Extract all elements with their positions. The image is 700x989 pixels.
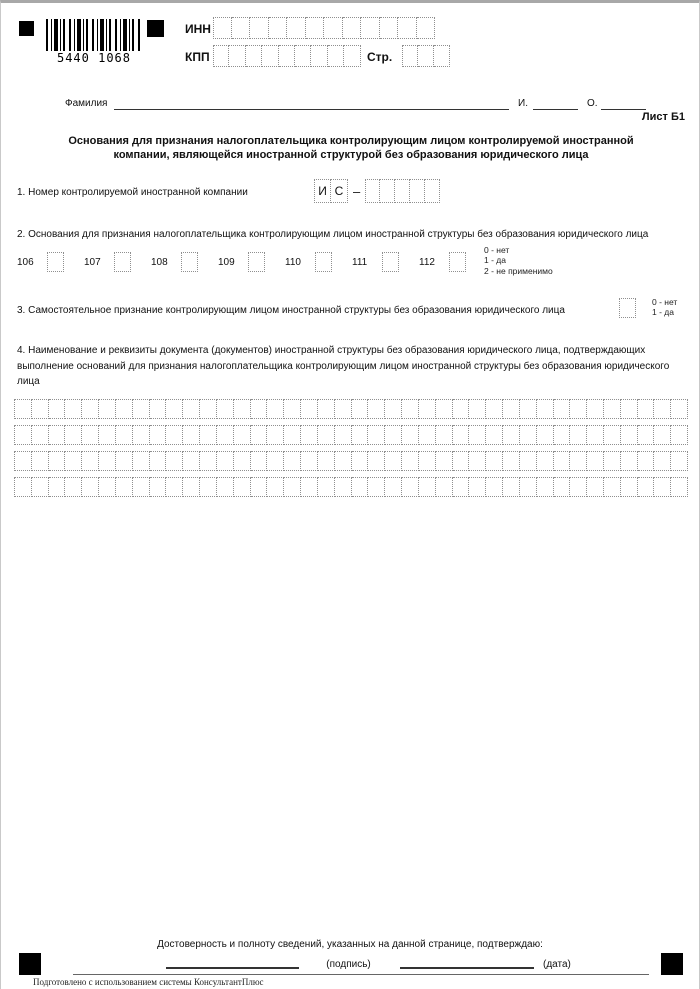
corner-mark-top-left xyxy=(19,21,34,36)
input-cell[interactable] xyxy=(503,477,520,497)
input-cell[interactable] xyxy=(32,477,49,497)
input-cell[interactable] xyxy=(570,477,587,497)
input-cell[interactable] xyxy=(587,425,604,445)
input-cell[interactable] xyxy=(200,451,217,471)
first-initial-label: И. xyxy=(518,98,528,109)
form-title xyxy=(31,134,671,162)
cfc-number-dash: – xyxy=(353,183,361,199)
input-cell[interactable] xyxy=(335,425,352,445)
input-cell[interactable] xyxy=(402,45,418,67)
input-cell[interactable] xyxy=(49,399,66,419)
field-110 xyxy=(285,252,352,272)
input-cell[interactable] xyxy=(318,451,335,471)
input-cell[interactable] xyxy=(166,477,183,497)
input-cell[interactable] xyxy=(380,17,399,39)
input-cell[interactable] xyxy=(301,425,318,445)
input-cell[interactable] xyxy=(453,477,470,497)
input-cell[interactable] xyxy=(503,399,520,419)
sheet-label: Лист Б1 xyxy=(641,111,685,123)
input-cell[interactable] xyxy=(537,477,554,497)
input-cell[interactable] xyxy=(570,399,587,419)
form-title-line1: Основания для признания налогоплательщика контролирующим лицом контролируемой иностранной xyxy=(68,135,634,147)
section3-legend-0: 0 - нет xyxy=(652,297,678,307)
input-cell[interactable] xyxy=(267,399,284,419)
input-cell[interactable] xyxy=(385,451,402,471)
input-cell[interactable] xyxy=(382,252,399,272)
input-cell[interactable] xyxy=(469,451,486,471)
input-cell[interactable] xyxy=(402,425,419,445)
input-cell[interactable] xyxy=(671,425,688,445)
input-cell[interactable] xyxy=(284,451,301,471)
input-cell[interactable] xyxy=(213,45,229,67)
producer-note: Подготовлено с использованием системы КонсультантПлюс xyxy=(33,977,264,987)
input-cell[interactable] xyxy=(181,252,198,272)
corner-mark-top-second xyxy=(147,20,164,37)
kpp-label: КПП xyxy=(185,50,210,64)
input-cell[interactable] xyxy=(150,477,167,497)
input-cell[interactable] xyxy=(671,477,688,497)
input-cell[interactable] xyxy=(402,451,419,471)
input-cell[interactable] xyxy=(262,45,278,67)
input-cell[interactable] xyxy=(150,451,167,471)
input-cell[interactable] xyxy=(654,399,671,419)
input-cell[interactable] xyxy=(385,399,402,419)
input-cell[interactable] xyxy=(352,425,369,445)
section2-fields-row xyxy=(17,249,486,275)
input-cell[interactable] xyxy=(621,399,638,419)
field-112-number: 112 xyxy=(419,256,435,268)
input-cell[interactable] xyxy=(410,179,425,203)
input-cell[interactable] xyxy=(671,451,688,471)
input-cell[interactable] xyxy=(306,17,325,39)
input-cell[interactable] xyxy=(301,477,318,497)
page-number-label: Стр. xyxy=(367,50,393,64)
input-cell[interactable] xyxy=(344,45,360,67)
input-cell[interactable] xyxy=(14,451,32,471)
input-cell[interactable] xyxy=(385,477,402,497)
surname-line[interactable] xyxy=(114,98,509,110)
input-cell[interactable] xyxy=(671,399,688,419)
input-cell[interactable] xyxy=(99,399,116,419)
input-cell[interactable] xyxy=(436,399,453,419)
input-cell[interactable] xyxy=(520,399,537,419)
input-cell[interactable] xyxy=(368,477,385,497)
input-cell[interactable] xyxy=(248,252,265,272)
signature-line[interactable] xyxy=(166,955,299,969)
page-number-field[interactable] xyxy=(402,45,450,67)
input-cell[interactable] xyxy=(587,399,604,419)
input-cell[interactable] xyxy=(335,451,352,471)
input-cell[interactable] xyxy=(287,17,306,39)
input-cell[interactable] xyxy=(295,45,311,67)
input-cell[interactable] xyxy=(453,399,470,419)
input-cell[interactable] xyxy=(234,399,251,419)
input-cell[interactable] xyxy=(267,451,284,471)
input-cell[interactable] xyxy=(284,477,301,497)
input-cell[interactable] xyxy=(335,399,352,419)
input-cell[interactable] xyxy=(183,425,200,445)
input-cell[interactable] xyxy=(82,425,99,445)
input-cell[interactable] xyxy=(352,399,369,419)
input-cell[interactable] xyxy=(398,17,417,39)
input-cell[interactable] xyxy=(217,399,234,419)
input-cell[interactable] xyxy=(654,477,671,497)
field-109 xyxy=(218,252,285,272)
input-cell[interactable] xyxy=(14,477,32,497)
input-cell[interactable] xyxy=(638,425,655,445)
input-cell[interactable] xyxy=(133,399,150,419)
input-cell[interactable] xyxy=(133,477,150,497)
input-cell[interactable] xyxy=(621,425,638,445)
input-cell[interactable] xyxy=(32,425,49,445)
input-cell[interactable] xyxy=(604,477,621,497)
input-cell[interactable] xyxy=(520,451,537,471)
input-cell[interactable] xyxy=(65,451,82,471)
input-cell[interactable] xyxy=(335,477,352,497)
input-cell[interactable] xyxy=(65,477,82,497)
cfc-number-field[interactable] xyxy=(314,179,440,203)
input-cell[interactable] xyxy=(279,45,295,67)
input-cell[interactable] xyxy=(417,17,436,39)
input-cell[interactable] xyxy=(99,425,116,445)
field-108-cell[interactable] xyxy=(181,252,198,272)
field-111-cell[interactable] xyxy=(382,252,399,272)
input-cell[interactable] xyxy=(200,425,217,445)
section1-label: 1. Номер контролируемой иностранной компании xyxy=(17,187,248,198)
input-cell[interactable] xyxy=(183,477,200,497)
input-cell[interactable] xyxy=(621,451,638,471)
section3-label: 3. Самостоятельное признание контролирующим лицом иностранной структуры без образования юридического лица xyxy=(17,305,565,316)
input-cell[interactable] xyxy=(554,399,571,419)
input-cell[interactable] xyxy=(116,399,133,419)
field-110-number: 110 xyxy=(285,256,301,268)
input-cell[interactable] xyxy=(200,399,217,419)
input-cell[interactable] xyxy=(436,451,453,471)
signature-caption: (подпись) xyxy=(326,959,371,970)
input-cell[interactable] xyxy=(419,425,436,445)
input-cell[interactable] xyxy=(328,45,344,67)
input-cell[interactable] xyxy=(368,451,385,471)
input-cell[interactable] xyxy=(621,477,638,497)
input-cell[interactable] xyxy=(436,477,453,497)
input-cell[interactable] xyxy=(229,45,245,67)
input-cell[interactable] xyxy=(368,399,385,419)
date-caption: (дата) xyxy=(543,959,571,970)
input-cell[interactable] xyxy=(49,425,66,445)
input-cell[interactable] xyxy=(318,399,335,419)
input-cell[interactable] xyxy=(570,451,587,471)
grid-row[interactable] xyxy=(14,425,688,445)
input-cell[interactable] xyxy=(537,451,554,471)
input-cell[interactable] xyxy=(82,477,99,497)
input-cell[interactable] xyxy=(234,425,251,445)
input-cell[interactable] xyxy=(554,451,571,471)
input-cell[interactable] xyxy=(200,477,217,497)
input-cell[interactable] xyxy=(49,477,66,497)
grid-row[interactable] xyxy=(14,399,688,419)
input-cell[interactable] xyxy=(267,477,284,497)
input-cell[interactable] xyxy=(503,425,520,445)
input-cell[interactable] xyxy=(604,399,621,419)
input-cell[interactable] xyxy=(65,425,82,445)
corner-mark-bottom-left xyxy=(19,953,41,975)
form-title-line2: компании, являющейся иностранной структурой без образования юридического лица xyxy=(113,149,589,161)
input-cell[interactable] xyxy=(638,399,655,419)
input-cell[interactable] xyxy=(14,399,32,419)
field-111 xyxy=(352,252,419,272)
grid-row[interactable] xyxy=(14,477,688,497)
input-cell[interactable] xyxy=(301,399,318,419)
section4-label: 4. Наименование и реквизиты документа (документов) иностранной структуры без образования юридического лица, подтверждающих выполнение оснований для признания налогоплательщика контролирующим лицом иностранной структуры без образования юридического лица xyxy=(17,345,670,387)
input-cell[interactable] xyxy=(554,477,571,497)
input-cell[interactable] xyxy=(343,17,362,39)
confirmation-text: Достоверность и полноту сведений, указанных на данной странице, подтверждаю: xyxy=(157,939,543,950)
input-cell[interactable] xyxy=(14,425,32,445)
input-cell[interactable] xyxy=(418,45,434,67)
input-cell[interactable] xyxy=(116,451,133,471)
input-cell[interactable] xyxy=(570,425,587,445)
input-cell[interactable] xyxy=(486,399,503,419)
input-cell[interactable] xyxy=(554,425,571,445)
section2-label: 2. Основания для признания налогоплательщика контролирующим лицом иностранной структуры без образования юридического лица xyxy=(17,229,649,240)
input-cell[interactable] xyxy=(251,477,268,497)
date-line[interactable] xyxy=(400,955,534,969)
input-cell[interactable] xyxy=(419,451,436,471)
input-cell[interactable] xyxy=(133,451,150,471)
input-cell[interactable] xyxy=(133,425,150,445)
middle-initial-label: О. xyxy=(587,98,598,109)
field-111-number: 111 xyxy=(352,256,368,268)
input-cell[interactable] xyxy=(183,399,200,419)
input-cell[interactable] xyxy=(251,425,268,445)
input-cell[interactable] xyxy=(361,17,380,39)
first-initial-line[interactable] xyxy=(533,98,578,110)
input-cell[interactable] xyxy=(486,425,503,445)
cfc-number-cells[interactable] xyxy=(365,179,440,203)
input-cell[interactable] xyxy=(520,477,537,497)
input-cell[interactable] xyxy=(116,425,133,445)
field-109-number: 109 xyxy=(218,256,235,268)
input-cell[interactable] xyxy=(469,399,486,419)
grid-row[interactable] xyxy=(14,451,688,471)
input-cell[interactable] xyxy=(324,17,343,39)
section3-cell[interactable] xyxy=(619,298,636,318)
section2-legend xyxy=(484,245,553,276)
input-cell[interactable] xyxy=(250,17,269,39)
input-cell[interactable] xyxy=(654,451,671,471)
input-cell[interactable] xyxy=(269,17,288,39)
form-barcode-digits: 5440 1068 xyxy=(46,51,142,65)
section3-legend xyxy=(652,297,677,318)
input-cell[interactable] xyxy=(217,451,234,471)
input-cell[interactable] xyxy=(352,477,369,497)
input-cell[interactable] xyxy=(469,477,486,497)
input-cell[interactable] xyxy=(419,399,436,419)
input-cell[interactable] xyxy=(99,477,116,497)
cfc-number-prefix xyxy=(314,179,348,203)
input-cell[interactable] xyxy=(436,425,453,445)
input-cell[interactable] xyxy=(365,179,380,203)
surname-label: Фамилия xyxy=(65,98,108,109)
input-cell[interactable] xyxy=(469,425,486,445)
document-details-grid[interactable] xyxy=(14,399,688,503)
input-cell[interactable] xyxy=(587,451,604,471)
input-cell[interactable] xyxy=(638,477,655,497)
input-cell[interactable] xyxy=(234,451,251,471)
input-cell[interactable] xyxy=(587,477,604,497)
inn-label: ИНН xyxy=(185,22,211,36)
field-108-number: 108 xyxy=(151,256,168,268)
field-112 xyxy=(419,252,486,272)
input-cell[interactable] xyxy=(166,399,183,419)
field-106-number: 106 xyxy=(17,256,34,268)
input-cell[interactable] xyxy=(402,477,419,497)
field-110-cell[interactable] xyxy=(315,252,332,272)
field-106-cell[interactable] xyxy=(47,252,64,272)
input-cell[interactable] xyxy=(47,252,64,272)
input-cell[interactable] xyxy=(32,451,49,471)
field-107-number: 107 xyxy=(84,256,101,268)
input-cell[interactable] xyxy=(425,179,440,203)
input-cell[interactable] xyxy=(654,425,671,445)
form-barcode xyxy=(46,19,142,55)
input-cell[interactable] xyxy=(301,451,318,471)
input-cell[interactable] xyxy=(315,252,332,272)
input-cell[interactable] xyxy=(311,45,327,67)
input-cell[interactable] xyxy=(32,399,49,419)
input-cell[interactable] xyxy=(380,179,395,203)
input-cell[interactable] xyxy=(638,451,655,471)
input-cell[interactable] xyxy=(232,17,251,39)
section3-legend-1: 1 - да xyxy=(652,307,674,318)
input-cell[interactable] xyxy=(213,17,232,39)
prefix-cell-i: И xyxy=(314,179,331,203)
input-cell[interactable] xyxy=(604,451,621,471)
input-cell[interactable] xyxy=(368,425,385,445)
middle-initial-line[interactable] xyxy=(601,98,646,110)
input-cell[interactable] xyxy=(395,179,410,203)
section2-legend-2: 2 - не применимо xyxy=(484,265,553,276)
input-cell[interactable] xyxy=(82,399,99,419)
field-112-cell[interactable] xyxy=(449,252,466,272)
footer-rule xyxy=(73,974,649,975)
input-cell[interactable] xyxy=(503,451,520,471)
input-cell[interactable] xyxy=(453,425,470,445)
input-cell[interactable] xyxy=(267,425,284,445)
input-cell[interactable] xyxy=(234,477,251,497)
field-107-cell[interactable] xyxy=(114,252,131,272)
input-cell[interactable] xyxy=(486,451,503,471)
input-cell[interactable] xyxy=(82,451,99,471)
input-cell[interactable] xyxy=(520,425,537,445)
input-cell[interactable] xyxy=(99,451,116,471)
kpp-field[interactable] xyxy=(213,45,361,67)
field-109-cell[interactable] xyxy=(248,252,265,272)
input-cell[interactable] xyxy=(251,451,268,471)
input-cell[interactable] xyxy=(183,451,200,471)
field-106 xyxy=(17,252,84,272)
input-cell[interactable] xyxy=(49,451,66,471)
input-cell[interactable] xyxy=(449,252,466,272)
field-107 xyxy=(84,252,151,272)
field-108 xyxy=(151,252,218,272)
prefix-cell-s: С xyxy=(331,179,348,203)
input-cell[interactable] xyxy=(619,298,636,318)
input-cell[interactable] xyxy=(217,477,234,497)
input-cell[interactable] xyxy=(402,399,419,419)
section2-legend-0: 0 - нет xyxy=(484,245,510,255)
input-cell[interactable] xyxy=(251,399,268,419)
input-cell[interactable] xyxy=(537,425,554,445)
input-cell[interactable] xyxy=(604,425,621,445)
input-cell[interactable] xyxy=(284,399,301,419)
input-cell[interactable] xyxy=(453,451,470,471)
input-cell[interactable] xyxy=(246,45,262,67)
input-cell[interactable] xyxy=(166,451,183,471)
inn-field[interactable] xyxy=(213,17,435,39)
input-cell[interactable] xyxy=(114,252,131,272)
input-cell[interactable] xyxy=(116,477,133,497)
input-cell[interactable] xyxy=(486,477,503,497)
input-cell[interactable] xyxy=(385,425,402,445)
section2-legend-1: 1 - да xyxy=(484,255,506,266)
input-cell[interactable] xyxy=(419,477,436,497)
input-cell[interactable] xyxy=(65,399,82,419)
input-cell[interactable] xyxy=(284,425,301,445)
input-cell[interactable] xyxy=(217,425,234,445)
input-cell[interactable] xyxy=(150,425,167,445)
input-cell[interactable] xyxy=(166,425,183,445)
corner-mark-bottom-right xyxy=(661,953,683,975)
input-cell[interactable] xyxy=(352,451,369,471)
input-cell[interactable] xyxy=(537,399,554,419)
input-cell[interactable] xyxy=(318,425,335,445)
input-cell[interactable] xyxy=(434,45,450,67)
input-cell[interactable] xyxy=(150,399,167,419)
input-cell[interactable] xyxy=(318,477,335,497)
